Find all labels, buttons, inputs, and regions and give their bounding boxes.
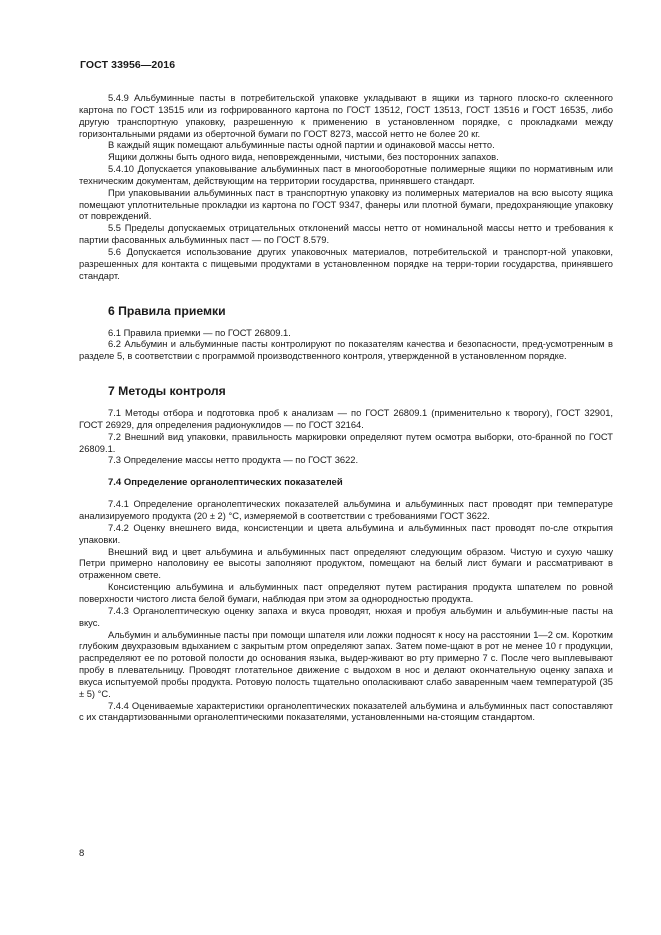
page-number: 8	[79, 848, 85, 859]
paragraph: При упаковывании альбуминных паст в транспортную упаковку из полимерных материалов на всю высоту ящика помещают уплотнительные прокладки из картона по ГОСТ 9347, фанеры или плотной бумаги, предохраняющие упаковку от повреждений.	[79, 187, 613, 222]
section-heading-7: 7 Методы контроля	[108, 384, 226, 399]
paragraph-5-4-10: 5.4.10 Допускается упаковывание альбуминных паст в многооборотные полимерные ящики по нормативным или техническим документам, действующим на территории государства, принявшего стандарт.	[79, 164, 613, 186]
paragraph-7-3: 7.3 Определение массы нетто продукта — по ГОСТ 3622.	[108, 455, 359, 466]
paragraph-7-4-1: 7.4.1 Определение органолептических показателей альбумина и альбуминных паст проводят при температуре анализируемого продукта (20 ± 2) °С, измеряемой в соответствии с требованиями ГОСТ 3622.	[79, 499, 613, 522]
paragraph: Внешний вид и цвет альбумина и альбуминных паст определяют следующим образом. Чистую и сухую чашку Петри примерно наполовину ее высоты заполняют продуктом, помещают на белый лист бумаги и рассматривают в отраженном свете.	[79, 546, 613, 581]
document-header: ГОСТ 33956—2016	[80, 59, 176, 71]
paragraph: В каждый ящик помещают альбуминные пасты одной партии и одинаковой массы нетто.	[108, 140, 495, 151]
paragraph: Консистенцию альбумина и альбуминных паст определяют путем растирания продукта шпателем по ровной поверхности чистого листа белой бумаги, наблюдая при этом за однородностью продукта.	[79, 582, 613, 604]
paragraph-6-1: 6.1 Правила приемки — по ГОСТ 26809.1.	[108, 327, 291, 338]
document-body	[79, 93, 613, 724]
paragraph-6-2: 6.2 Альбумин и альбуминные пасты контролируют по показателям качества и безопасности, пред-усмотренным в разделе 5, в соответствии с программой производственного контроля, утвержденной в установленном порядке.	[79, 339, 613, 362]
paragraph-7-4-4: 7.4.4 Оцениваемые характеристики органолептических показателей альбумина и альбуминных паст сопоставляют с их стандартизованными органолептическими показателями, установленными на-стоящим стандартом.	[79, 700, 613, 723]
paragraph-5-6: 5.6 Допускается использование других упаковочных материалов, потребительской и транспорт-ной упаковки, разрешенных для контакта с пищевыми продуктами в установленном порядке на терри-тории государства, принявшего стандарт.	[79, 246, 613, 281]
paragraph-5-5: 5.5 Пределы допускаемых отрицательных отклонений массы нетто от номинальной массы нетто и требования к партии фасованных альбуминных паст — по ГОСТ 8.579.	[79, 223, 613, 246]
paragraph: Альбумин и альбуминные пасты при помощи шпателя или ложки подносят к носу на расстоянии 1—2 см. Коротким глубоким двухразовым вдыханием с закрытым ртом определяют запах. Затем поме-щают в рот не менее 10 г продукции, распределяют ее по ротовой полости до основания языка, выдер-живают во рту примерно 7 с. После чего выплевывают пробу в плевательницу. Проводят глотательное движение с выдохом в нос и делают окончательную оценку запаха и вкуса испытуемой пробы продукта. Ротовую полость тщательно ополаскивают слабо заваренным чаем температурой (35 ± 5) °С.	[79, 629, 613, 699]
subsection-heading-7-4: 7.4 Определение органолептических показателей	[108, 477, 343, 489]
paragraph-7-2: 7.2 Внешний вид упаковки, правильность маркировки определяют путем осмотра выборки, ото-бранной по ГОСТ 26809.1.	[79, 431, 613, 454]
paragraph-7-4-2: 7.4.2 Оценку внешнего вида, консистенции и цвета альбумина и альбуминных паст проводят по-сле открытия упаковки.	[79, 522, 613, 545]
paragraph: Ящики должны быть одного вида, неповрежденными, чистыми, без посторонних запахов.	[108, 152, 499, 163]
paragraph-7-4-3: 7.4.3 Органолептическую оценку запаха и вкуса проводят, нюхая и пробуя альбумин и альбумин-ные пасты на вкус.	[79, 605, 613, 628]
paragraph-7-1: 7.1 Методы отбора и подготовка проб к анализам — по ГОСТ 26809.1 (применительно к творогу), ГОСТ 32901, ГОСТ 26929, для определения радионуклидов — по ГОСТ 32164.	[79, 408, 613, 430]
paragraph-5-4-9: 5.4.9 Альбуминные пасты в потребительской упаковке укладывают в ящики из тарного плоско-го склеенного картона по ГОСТ 13515 или из гофрированного картона по ГОСТ 13512, ГОСТ 13513, ГОСТ 13516 и ГОСТ 16535, либо другую транспортную упаковку, разрешенную к применению в установленном порядке, с прокладками между горизонтальными рядами из оберточной бумаги по ГОСТ 8273, массой нетто не более 20 кг.	[79, 93, 613, 139]
section-heading-6: 6 Правила приемки	[108, 303, 226, 318]
